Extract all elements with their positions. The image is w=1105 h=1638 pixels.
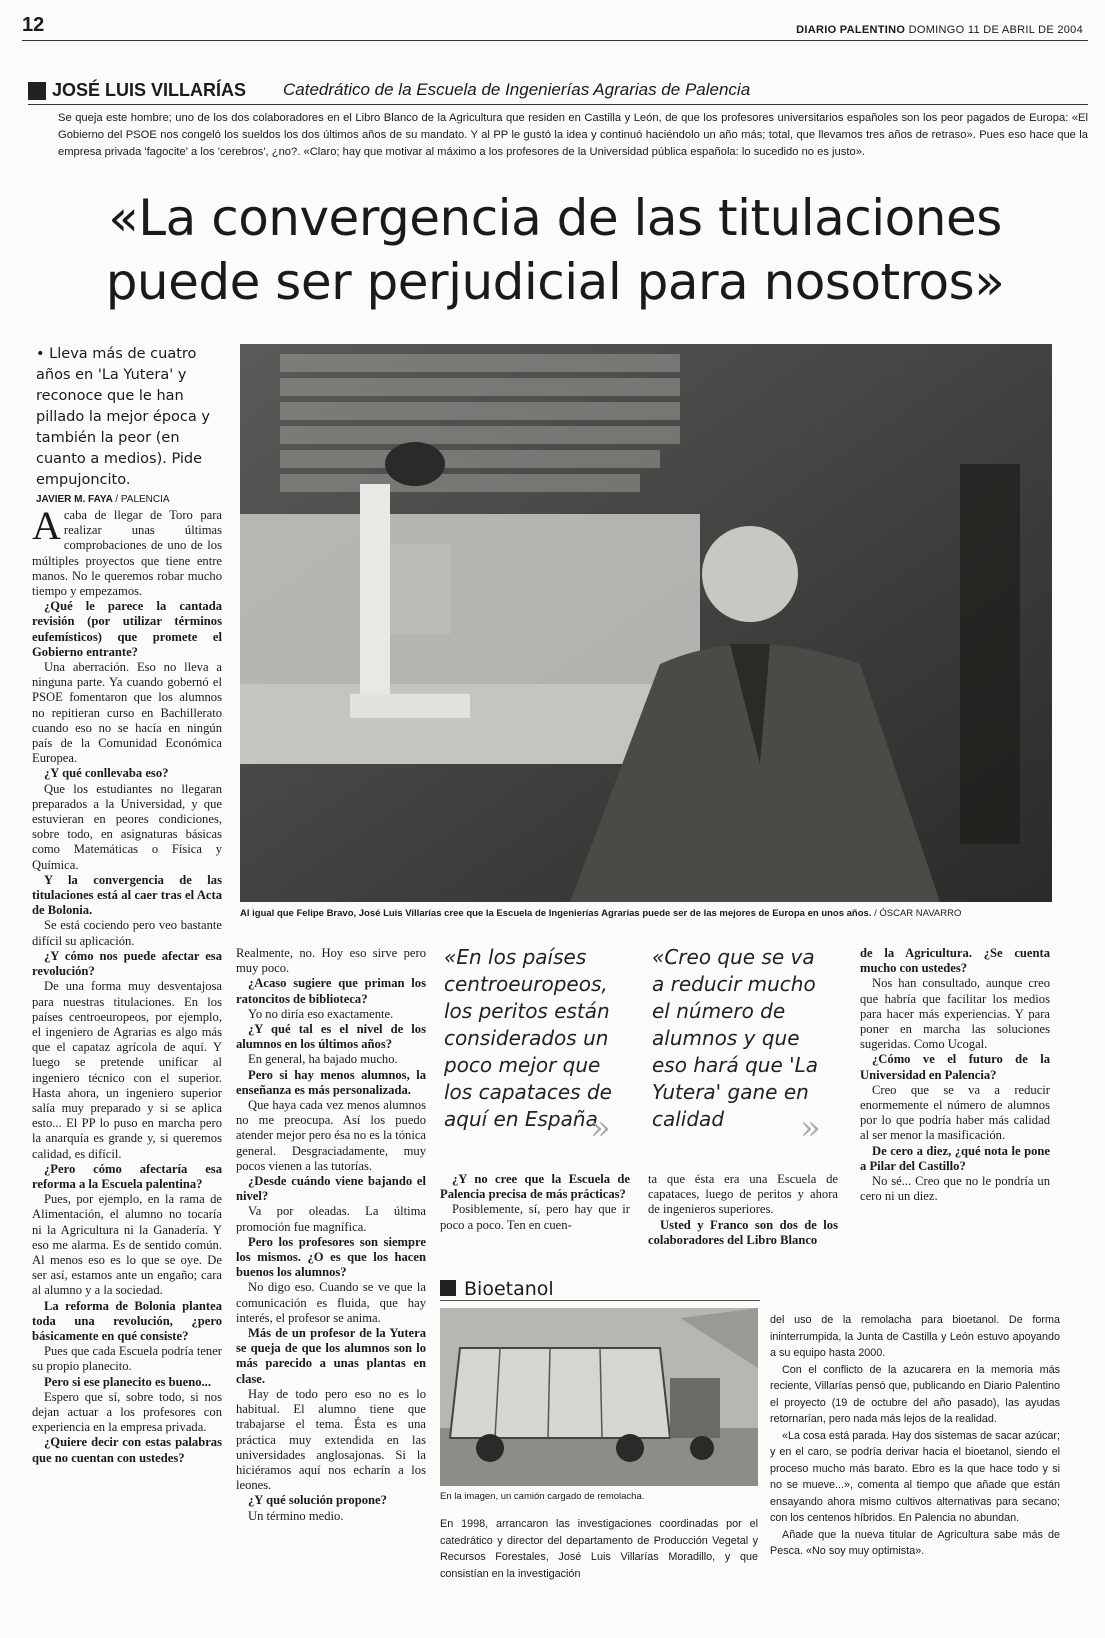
paragraph-text: No digo eso. Cuando se ve que la comunicación es fluida, que hay interés, el profesor se anima.: [236, 1280, 426, 1325]
photo-credit: / ÓSCAR NAVARRO: [874, 908, 962, 919]
publication-name: DIARIO PALENTINO: [796, 24, 906, 36]
paragraph-text: ¿Cómo ve el futuro de la Universidad en Palencia?: [860, 1052, 1050, 1082]
interviewee-name: JOSÉ LUIS VILLARÍAS: [52, 80, 247, 100]
interview-answer: [32, 782, 222, 873]
paragraph-text: De cero a diez, ¿qué nota le pone a Pilar del Castillo?: [860, 1143, 1050, 1173]
interview-answer: [236, 1007, 426, 1022]
drop-cap: A: [32, 503, 61, 548]
interview-question: [648, 1218, 838, 1248]
paragraph-text: Nos han consultado, aunque creo que habría que facilitar los medios para hacer más experiencias. Y para poner en marcha las soluciones sugeridas. Como Ucogal.: [860, 976, 1050, 1052]
photo-caption: [240, 908, 1080, 919]
paragraph-text: Realmente, no. Hoy eso sirve pero muy poco.: [236, 946, 426, 976]
article-column-5: [860, 946, 1050, 1204]
interview-answer: [236, 1509, 426, 1524]
main-photo: [240, 344, 1052, 902]
intro-paragraph: Se queja este hombre; uno de los dos colaboradores en el Libro Blanco de la Agricultura que residen en Castilla y León, de que los profesores universitarios españoles son los peor pagados de Europa: «El Gobierno del PSOE nos congeló los sueldos los dos últimos años de su mandato. Y al PP le gustó la idea y continuó haciéndolo un año más; total, que llevamos tres años de retraso». Pues eso hace que la empresa privada 'fagocite' a los 'cerebros', ¿no?. «Claro; hay que motivar al máximo a los profesores de la Universidad pública española: lo sucedido no es justo».: [58, 112, 1088, 158]
byline: [28, 80, 1088, 104]
paragraph-text: ¿Quiere decir con estas palabras que no cuentan con ustedes?: [32, 1435, 222, 1465]
paragraph-text: ¿Desde cuándo viene bajando el nivel?: [236, 1174, 426, 1204]
paragraph-text: Más de un profesor de la Yutera se queja de que los alumnos son lo más parecido a unas plantas en clase.: [236, 1326, 426, 1386]
interview-answer: [236, 1052, 426, 1067]
paragraph-text: Usted y Franco son dos de los colaboradores del Libro Blanco: [648, 1217, 838, 1247]
paragraph-text: ¿Y no cree que la Escuela de Palencia precisa de más prácticas?: [440, 1172, 630, 1202]
headline: [40, 186, 1070, 314]
article-column-1: [32, 503, 222, 1466]
headline-line-2: puede ser perjudicial para nosotros»: [105, 253, 1005, 311]
paragraph-text: Pero los profesores son siempre los mismos. ¿O es que los hacen buenos los alumnos?: [236, 1234, 426, 1280]
sidebar-paragraph: «La cosa está parada. Hay dos sistemas de sacar azúcar; y en el caro, se podría derivar hacia el bioetanol, siendo el proceso mucho más barato. Ebro es la que hace todo y si no se mueve...», comenta al tiempo que añade que están ensayando ahora mismo cultivos alternativas para secano; con los centenos híbridos. En Palencia no abundan.: [770, 1429, 1060, 1524]
pull-quote-2-mark: »: [800, 1108, 821, 1148]
sidebar-paragraph: Con el conflicto de la azucarera en la memoria más reciente, Villarías pensó que, publicando en Diario Palentino el proyecto (19 de octubre del año pasado), las ayudas retornarían, pero nada más lejos de la realidad.: [770, 1363, 1060, 1425]
truck-photo-illustration: [440, 1308, 758, 1486]
interview-question: [236, 1326, 426, 1387]
section-icon: [440, 1280, 456, 1296]
interview-answer: [32, 1192, 222, 1298]
interview-answer: [32, 503, 222, 599]
paragraph-text: ¿Y qué tal es el nivel de los alumnos en los últimos años?: [236, 1022, 426, 1052]
interview-answer: [32, 1390, 222, 1436]
paragraph-text: Y la convergencia de las titulaciones está al caer tras el Acta de Bolonia.: [32, 872, 222, 918]
paragraph-text: Pues, por ejemplo, en la rama de Alimentación, el alumno no tocaría ni la Agricultura ni la Ganadería. Y eso me alarma. Es de sentido común. Al menos eso es lo que se oye. De ser así, estamos ante un engaño; cara al alumno y a la sociedad.: [32, 1192, 222, 1298]
interview-question: [860, 1144, 1050, 1174]
interview-answer: [860, 976, 1050, 1052]
paragraph-text: En general, ha bajado mucho.: [248, 1052, 398, 1067]
paragraph-text: No sé... Creo que no le pondría un cero ni un diez.: [860, 1174, 1050, 1204]
lead-summary: • Lleva más de cuatro años en 'La Yutera' y reconoce que le han pillado la mejor época y también la peor (en cuanto a medios). Pide empujoncito.: [36, 346, 210, 488]
interview-answer: [32, 660, 222, 766]
page-number: 12: [22, 14, 45, 36]
paragraph-text: ¿Y qué solución propone?: [248, 1493, 387, 1508]
publication-line: [796, 24, 1083, 36]
interview-answer: [32, 1344, 222, 1374]
paragraph-text: Pero si hay menos alumnos, la enseñanza es más personalizada.: [236, 1067, 426, 1097]
interview-question: [860, 1052, 1050, 1082]
sidebar-title: Bioetanol: [464, 1278, 554, 1300]
publication-date: DOMINGO 11 DE ABRIL DE 2004: [908, 24, 1083, 36]
interview-question: [440, 1172, 630, 1202]
paragraph-text: ¿Qué le parece la cantada revisión (por utilizar términos eufemísticos) que promete el Gobierno entrante?: [32, 599, 222, 659]
paragraph-text: Hay de todo pero eso no es lo habitual. El alumno tiene que trabajarse el tema. Ésta es una práctica muy extendida en las universidades anglosajonas. Si la hiciéramos aquí nos echarín a los leones.: [236, 1386, 426, 1493]
sidebar-paragraph: del uso de la remolacha para bioetanol. De forma ininterrumpida, la Junta de Castilla y León estuvo apoyando a su equipo hasta 2000.: [770, 1314, 1060, 1359]
interview-answer: [440, 1202, 630, 1232]
interview-icon: [28, 82, 46, 100]
interview-answer: [32, 918, 222, 948]
interview-question: [32, 599, 222, 660]
paragraph-text: Que haya cada vez menos alumnos no me preocupa. Así los puedo atender mejor pero ésa no es la tónica general. Desgraciadamente, muy pocos vienen a las tutorías.: [236, 1098, 426, 1173]
interview-answer: [236, 1204, 426, 1234]
reporter-name: JAVIER M. FAYA: [36, 494, 113, 505]
paragraph-text: ¿Pero cómo afectaría esa reforma a la Escuela palentina?: [32, 1161, 222, 1191]
headline-line-1: «La convergencia de las titulaciones: [108, 189, 1002, 247]
interview-question: [236, 1235, 426, 1281]
main-photo-illustration: [240, 344, 1052, 902]
paragraph-text: Que los estudiantes no llegaran preparados a la Universidad, y que estuvieran en peores condiciones, sobre todo, en asignaturas básicas como Matemáticas o Física y Química.: [32, 781, 222, 872]
header-rule: [22, 40, 1088, 41]
interview-question: [32, 873, 222, 919]
interview-answer: [860, 1174, 1050, 1204]
interviewee-role: Catedrático de la Escuela de Ingenierías Agrarias de Palencia: [283, 80, 751, 99]
article-column-3: [440, 1172, 630, 1233]
byline-rule: [28, 104, 1088, 105]
paragraph-text: ¿Y qué conllevaba eso?: [44, 766, 169, 781]
paragraph-text: de la Agricultura. ¿Se cuenta mucho con ustedes?: [860, 946, 1050, 976]
interview-answer: [860, 1083, 1050, 1144]
interview-question: [236, 1493, 426, 1508]
interview-answer: [236, 946, 426, 976]
sidebar-text-column-2: [770, 1312, 1060, 1560]
paragraph-text: Un término medio.: [248, 1508, 344, 1523]
interview-answer: [32, 979, 222, 1161]
sidebar-paragraph: Añade que la nueva titular de Agricultura sabe más de Pesca. «No soy muy optimista».: [770, 1528, 1060, 1557]
paragraph-text: La reforma de Bolonia plantea toda una revolución, ¿pero básicamente en qué consiste?: [32, 1298, 222, 1343]
paragraph-text: Va por oleadas. La última promoción fue magnífica.: [236, 1204, 426, 1234]
interview-question: [236, 1174, 426, 1204]
article-column-4: [648, 1172, 838, 1248]
interview-question: [236, 1068, 426, 1098]
photo-caption-text: Al igual que Felipe Bravo, José Luis Villarías cree que la Escuela de Ingenierías Agrarias puede ser de las mejores de Europa en unos años.: [240, 908, 872, 919]
sidebar-heading: [440, 1278, 554, 1300]
paragraph-text: Creo que se va a reducir enormemente el número de alumnos por lo que podría haber más calidad al ser menor la masificación.: [860, 1082, 1050, 1143]
paragraph-text: Pero si ese planecito es bueno...: [44, 1374, 211, 1389]
sidebar-paragraph: En 1998, arrancaron las investigaciones coordinadas por el catedrático y director del departamento de Producción Vegetal y Recursos Forestales, José Luis Villarías Moradillo, y que consistían en la investigación: [440, 1518, 758, 1580]
interview-question: [32, 1162, 222, 1192]
article-column-2: [236, 946, 426, 1524]
interview-question: [860, 946, 1050, 976]
interview-question: [32, 949, 222, 979]
paragraph-text: caba de llegar de Toro para realizar unas últimas comprobaciones de uno de los múltiples proyectos que tiene entre manos. No le queremos robar mucho tiempo y empezamos.: [32, 508, 222, 599]
interview-answer: [236, 1098, 426, 1174]
interview-question: [32, 1375, 222, 1390]
paragraph-text: ta que ésta era una Escuela de capataces, luego de peritos y ahora de ingenieros superiores.: [648, 1172, 838, 1217]
interview-answer: [236, 1387, 426, 1493]
paragraph-text: Se está cociendo pero veo bastante difícil su aplicación.: [32, 918, 222, 948]
paragraph-text: ¿Acaso sugiere que priman los ratoncitos de biblioteca?: [236, 976, 426, 1006]
paragraph-text: ¿Y cómo nos puede afectar esa revolución?: [32, 948, 222, 979]
sidebar-text-column-1: [440, 1516, 758, 1582]
interview-question: [32, 766, 222, 781]
interview-question: [32, 1435, 222, 1465]
truck-photo: [440, 1308, 758, 1486]
paragraph-text: Una aberración. Eso no lleva a ninguna parte. Ya cuando gobernó el PSOE fomentaron que los alumnos no repitieran curso en Bachillerato cuando eso no se hacía en ningún país de la Comunidad Económica Europea.: [32, 660, 222, 766]
interview-question: [32, 1299, 222, 1345]
pull-quote-1: «En los países centroeuropeos, los peritos están considerados un poco mejor que los capataces de aquí en España: [444, 945, 612, 1131]
paragraph-text: De una forma muy desventajosa para nuestras titulaciones. En los países centroeuropeos, por ejemplo, el ingeniero de Agrarias es algo más que el capataz agrícola de aquí. Y luego se pretende unificar al ingeniero técnico con el superior. Hasta ahora, un ingeniero superior salía muy preparado y si se aplica esto... El PP lo puso en marcha pero la anarquía es grande y, si queremos calidad, es difícil.: [32, 979, 222, 1161]
paragraph-text: Yo no diría eso exactamente.: [248, 1006, 394, 1021]
reporter-place: / PALENCIA: [115, 494, 170, 505]
truck-photo-caption: En la imagen, un camión cargado de remolacha.: [440, 1491, 645, 1502]
interview-question: [236, 1022, 426, 1052]
pull-quote-1-mark: »: [590, 1108, 611, 1148]
sidebar-rule: [440, 1300, 760, 1301]
interview-question: [236, 976, 426, 1006]
pull-quote-2: «Creo que se va a reducir mucho el número de alumnos y que eso hará que 'La Yutera' gane en calidad: [652, 945, 819, 1131]
paragraph-text: Pues que cada Escuela podría tener su propio planecito.: [32, 1344, 222, 1374]
paragraph-text: Espero que sí, sobre todo, si nos dejan actuar a los profesores con experiencia en la empresa privada.: [32, 1389, 222, 1435]
paragraph-text: Posiblemente, sí, pero hay que ir poco a poco. Ten en cuen-: [440, 1202, 630, 1232]
interview-answer: [236, 1280, 426, 1326]
interview-answer: [648, 1172, 838, 1218]
